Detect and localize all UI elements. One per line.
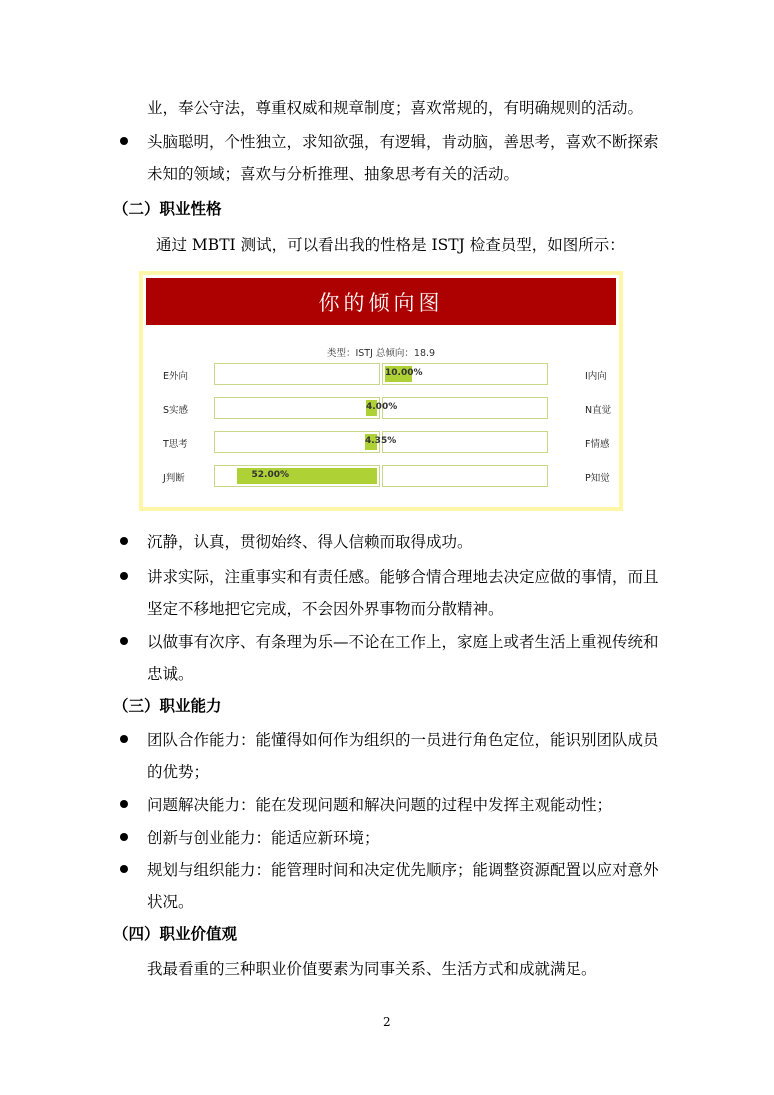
paragraph-line: 头脑聪明，个性独立，求知欲强，有逻辑，肯动脑，善思考，喜欢不断探索 (147, 133, 659, 151)
tendency-value-label: 10.00% (385, 368, 423, 378)
section-heading: （二）职业性格 (113, 199, 222, 218)
paragraph-line: 问题解决能力：能在发现问题和解决问题的过程中发挥主观能动性； (147, 796, 613, 814)
paragraph-line: 以做事有次序、有条理为乐—不论在工作上，家庭上或者生活上重视传统和 (147, 633, 659, 651)
section-heading: （三）职业能力 (113, 696, 222, 715)
paragraph-line: 讲求实际，注重事实和有责任感。能够合情合理地去决定应做的事情，而且 (147, 568, 659, 586)
track-left (214, 465, 380, 487)
paragraph-line: 沉静，认真，贯彻始终、得人信赖而取得成功。 (147, 533, 473, 551)
dimension-label-left: T思考 (163, 439, 188, 450)
bullet-icon (120, 735, 128, 743)
dimension-label-right: F情感 (585, 439, 610, 450)
chart-subtitle: 类型：ISTJ 总倾向：18.9 (326, 348, 436, 359)
paragraph-line: 坚定不移地把它完成，不会因外界事物而分散精神。 (147, 600, 504, 618)
mbti-chart (139, 271, 623, 511)
bullet-icon (120, 537, 128, 545)
dimension-label-left: E外向 (163, 371, 189, 382)
track-right (382, 363, 548, 385)
dimension-label-right: N直觉 (585, 405, 612, 416)
intro-text: 通过 MBTI 测试，可以看出我的性格是 ISTJ 检查员型，如图所示： (156, 236, 625, 254)
dimension-label-left: S实感 (163, 405, 189, 416)
bullet-icon (120, 865, 128, 873)
section-heading: （四）职业价值观 (113, 924, 238, 943)
tendency-value-label: 4.35% (365, 436, 397, 446)
track-left (214, 397, 398, 419)
track-right (382, 465, 548, 487)
page-number: 2 (383, 1015, 391, 1029)
dimension-label-right: P知觉 (585, 473, 610, 484)
paragraph-line: 未知的领域；喜欢与分析推理、抽象思考有关的活动。 (147, 165, 520, 183)
track-left (214, 431, 397, 453)
tendency-value-label: 4.00% (366, 402, 398, 412)
bullet-icon (120, 137, 128, 145)
paragraph-line: 忠诚。 (147, 665, 194, 683)
tendency-value-label: 52.00% (251, 470, 289, 480)
paragraph-line: 状况。 (147, 893, 194, 911)
track-right (382, 431, 548, 453)
paragraph-line: 团队合作能力：能懂得如何作为组织的一员进行角色定位，能识别团队成员 (147, 731, 659, 749)
bullet-icon (120, 800, 128, 808)
bullet-icon (120, 637, 128, 645)
paragraph-line: 创新与创业能力：能适应新环境； (147, 829, 380, 847)
paragraph-line: 规划与组织能力：能管理时间和决定优先顺序；能调整资源配置以应对意外 (147, 861, 659, 879)
chart-title: 你的倾向图 (146, 278, 616, 325)
paragraph-line: 的优势； (147, 763, 210, 781)
values-text: 我最看重的三种职业价值要素为同事关系、生活方式和成就满足。 (147, 960, 597, 978)
bullet-icon (120, 833, 128, 841)
paragraph-line: 业，奉公守法，尊重权威和规章制度；喜欢常规的，有明确规则的活动。 (147, 99, 644, 117)
dimension-label-left: J判断 (163, 473, 185, 484)
track-right (382, 397, 548, 419)
track-left (214, 363, 380, 385)
dimension-label-right: I内向 (585, 371, 607, 382)
bullet-icon (120, 572, 128, 580)
